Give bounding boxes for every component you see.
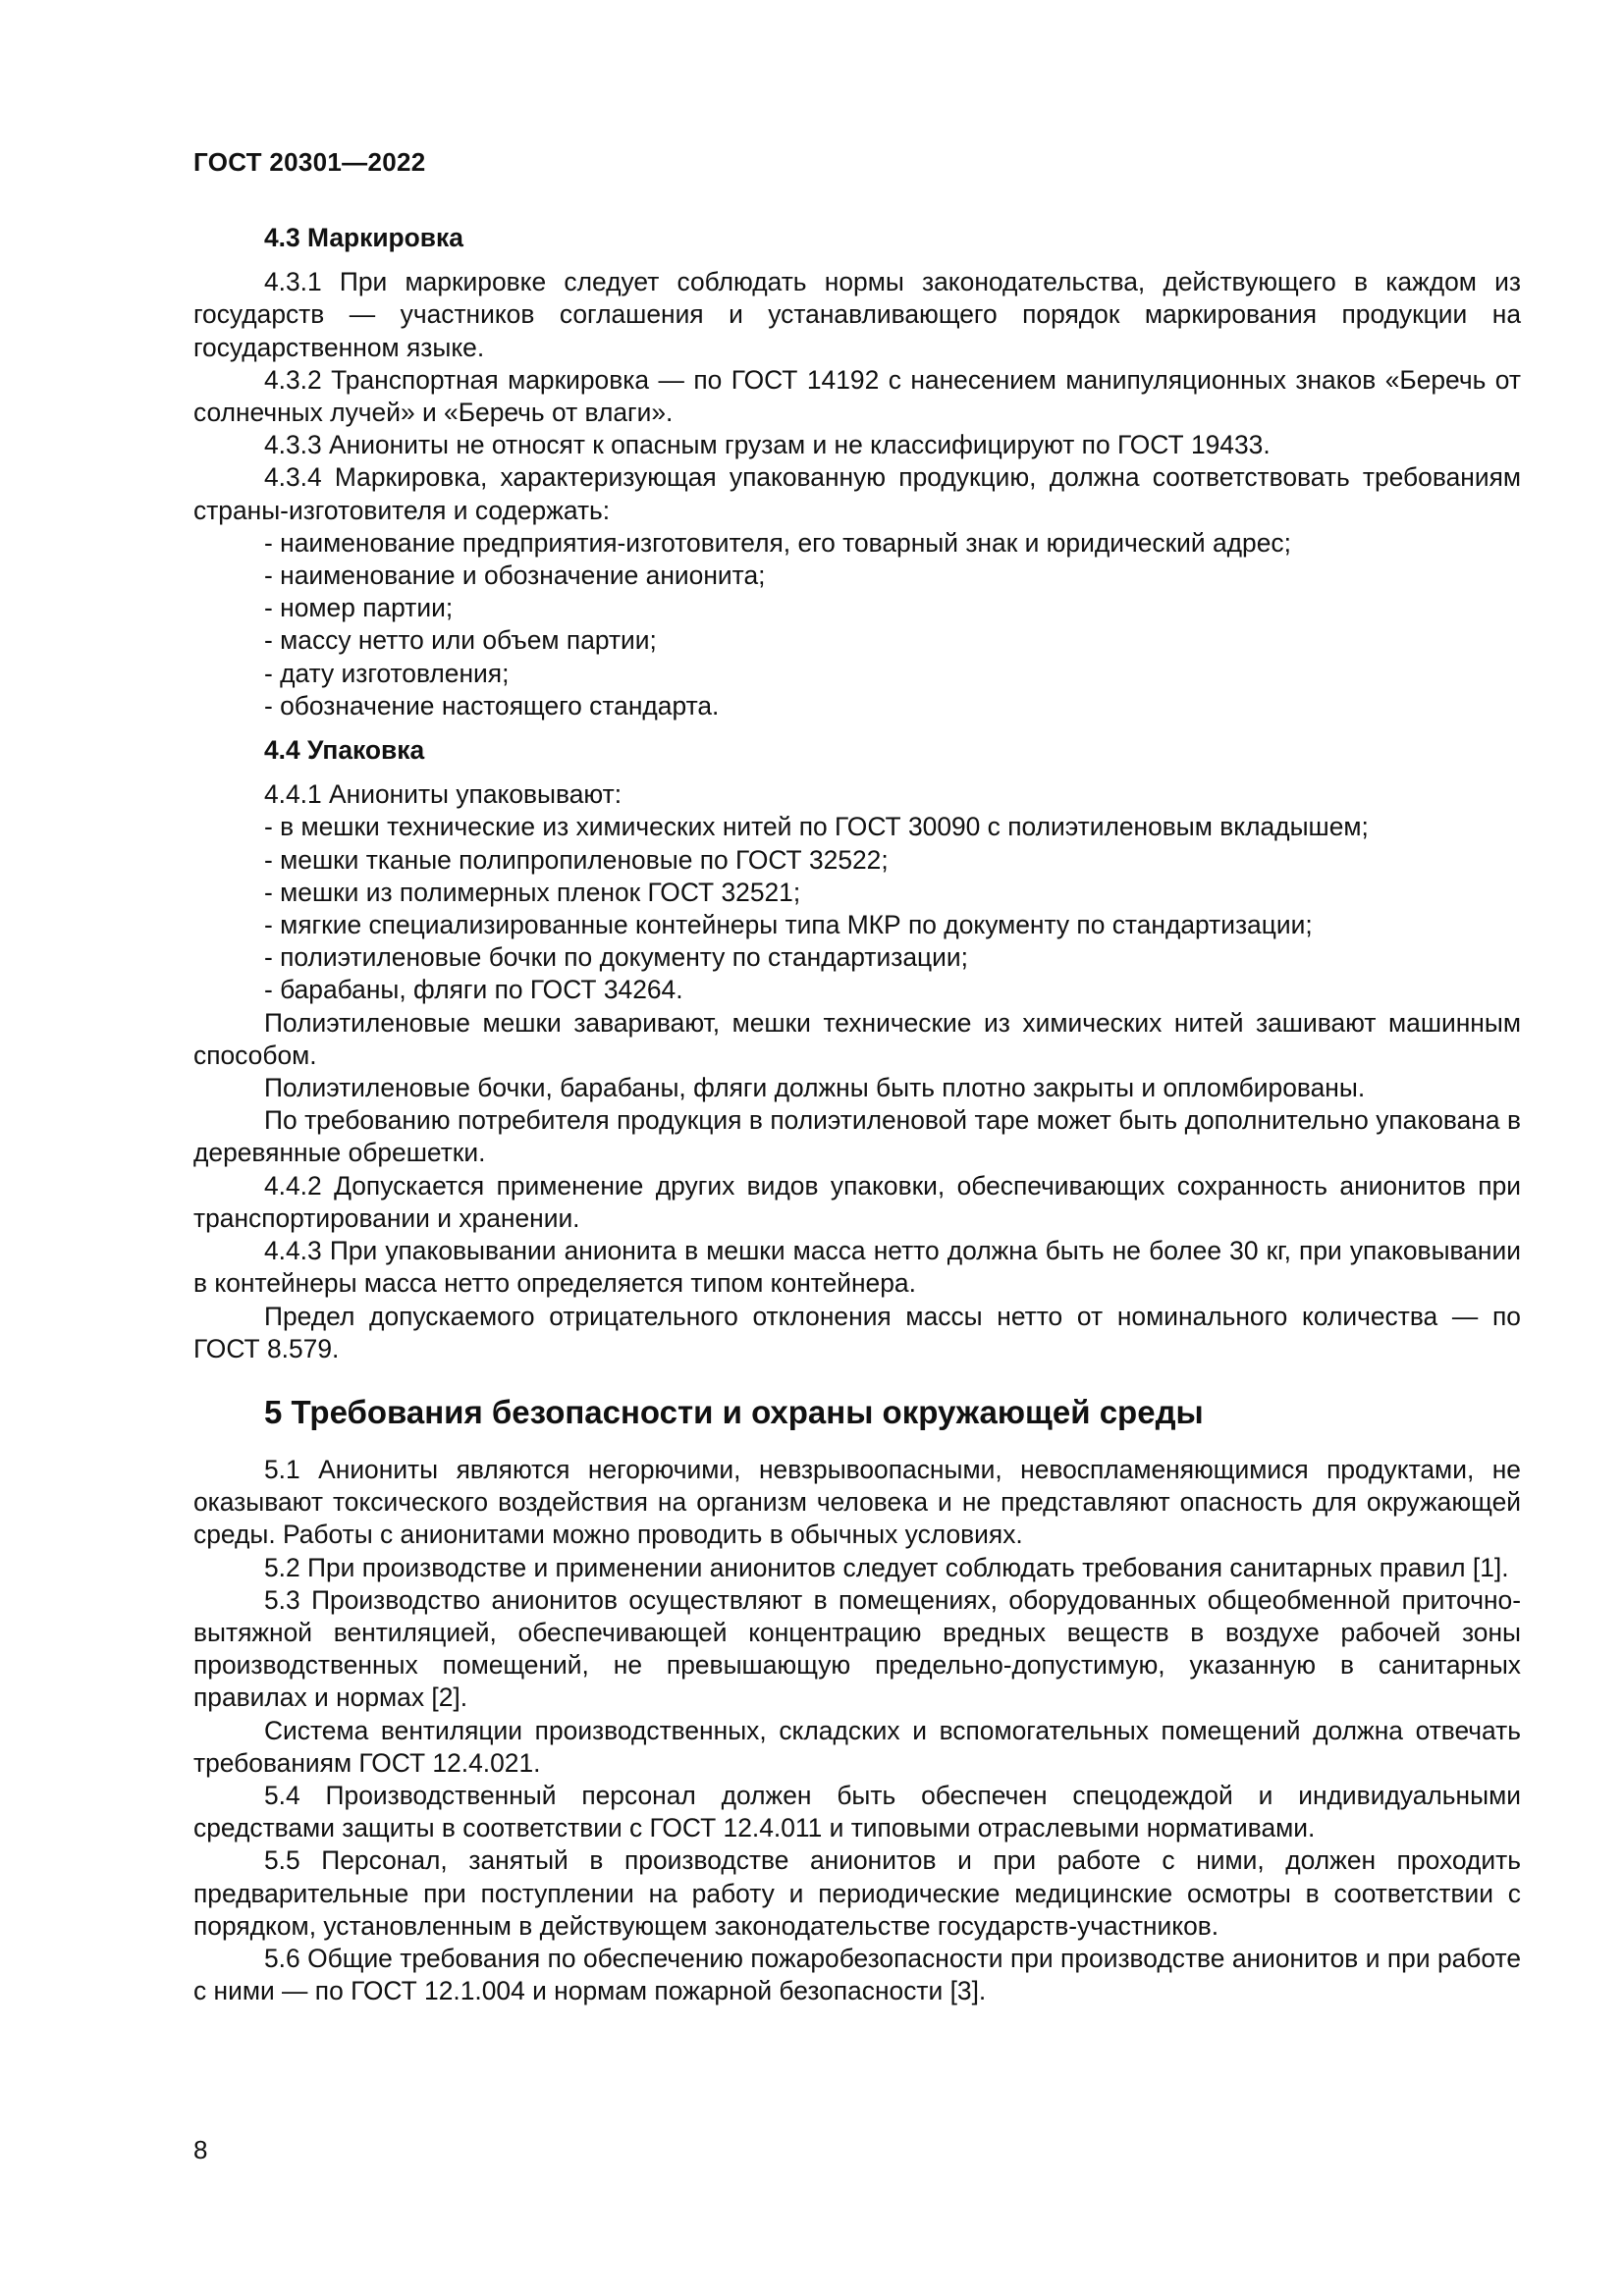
list-item: - барабаны, фляги по ГОСТ 34264. xyxy=(264,975,683,1005)
paragraph-4-4-1: 4.4.1 Аниониты упаковывают: xyxy=(264,779,623,810)
list-item: - наименование предприятия-изготовителя, его товарный знак и юридический адрес; xyxy=(264,527,1291,558)
paragraph: Предел допускаемого отрицательного отклонения массы нетто от номинального количества — по ГОСТ 8.579. xyxy=(193,1301,1521,1363)
paragraph-5-2: 5.2 При производстве и применении анионитов следует соблюдать требования санитарных правил [1]. xyxy=(264,1552,1509,1582)
paragraph-4-3-3: 4.3.3 Аниониты не относят к опасным грузам и не классифицируют по ГОСТ 19433. xyxy=(264,430,1271,460)
paragraph: По требованию потребителя продукция в полиэтиленовой таре может быть дополнительно упакована в деревянные обрешетки. xyxy=(193,1105,1521,1168)
list-item: - наименование и обозначение анионита; xyxy=(264,561,766,591)
list-item: - мешки из полимерных пленок ГОСТ 32521; xyxy=(264,877,801,907)
document-code: ГОСТ 20301—2022 xyxy=(193,147,426,177)
list-item: - номер партии; xyxy=(264,593,454,623)
list-item: - массу нетто или объем партии; xyxy=(264,625,657,656)
paragraph-4-4-2: 4.4.2 Допускается применение других видов упаковки, обеспечивающих сохранность анионитов при транспортировании и хранении. xyxy=(193,1170,1521,1233)
paragraph-5-4: 5.4 Производственный персонал должен быть обеспечен спецодеждой и индивидуальными средствами защиты в соответствии с ГОСТ 12.4.011 и типовыми отраслевыми нормативами. xyxy=(193,1780,1521,1843)
paragraph-4-3-4: 4.3.4 Маркировка, характеризующая упакованную продукцию, должна соответствовать требованиям страны-изготовителя и содержать: xyxy=(193,462,1521,525)
paragraph-4-3-1: 4.3.1 При маркировке следует соблюдать нормы законодательства, действующего в каждом из государств — участников соглашения и устанавливающего порядок маркирования продукции на государственном языке. xyxy=(193,267,1521,362)
paragraph-5-3: 5.3 Производство анионитов осуществляют в помещениях, оборудованных общеобменной приточно-вытяжной вентиляцией, обеспечивающей концентрацию вредных веществ в воздухе рабочей зоны производственных помещений, не превышающую предельно-допустимую, указанную в санитарных правилах и нормах [2]. xyxy=(193,1584,1521,1713)
page-content xyxy=(193,222,1521,2007)
paragraph: Система вентиляции производственных, складских и вспомогательных помещений должна отвечать требованиям ГОСТ 12.4.021. xyxy=(193,1715,1521,1778)
section-4-4-title: 4.4 Упаковка xyxy=(264,735,425,766)
list-item: - дату изготовления; xyxy=(264,658,510,688)
paragraph-4-4-3: 4.4.3 При упаковывании анионита в мешки масса нетто должна быть не более 30 кг, при упаковывании в контейнеры масса нетто определяется типом контейнера. xyxy=(193,1236,1521,1299)
section-4-3-title: 4.3 Маркировка xyxy=(264,223,463,252)
list-item: - полиэтиленовые бочки по документу по стандартизации; xyxy=(264,942,968,973)
list-item: - мешки тканые полипропиленовые по ГОСТ 32522; xyxy=(264,844,889,875)
paragraph: Полиэтиленовые мешки заваривают, мешки технические из химических нитей зашивают машинным способом. xyxy=(193,1007,1521,1070)
paragraph-5-5: 5.5 Персонал, занятый в производстве анионитов и при работе с ними, должен проходить предварительные при поступлении на работу и периодические медицинские осмотры в соответствии с порядком, установленным в действующем законодательстве государств-участников. xyxy=(193,1845,1521,1941)
paragraph-5-6: 5.6 Общие требования по обеспечению пожаробезопасности при производстве анионитов и при работе с ними — по ГОСТ 12.1.004 и нормам пожарной безопасности [3]. xyxy=(193,1943,1521,2006)
paragraph: Полиэтиленовые бочки, барабаны, фляги должны быть плотно закрыты и опломбированы. xyxy=(264,1073,1366,1103)
list-item: - мягкие специализированные контейнеры типа МКР по документу по стандартизации; xyxy=(264,910,1313,940)
list-item: - в мешки технические из химических нитей по ГОСТ 30090 с полиэтиленовым вкладышем; xyxy=(264,812,1369,842)
section-5-title: 5 Требования безопасности и охраны окружающей среды xyxy=(264,1393,1204,1430)
paragraph-5-1: 5.1 Аниониты являются негорючими, невзрывоопасными, невоспламеняющимися продуктами, не оказывают токсического воздействия на организм человека и не представляют опасность для окружающей среды. Работы с анионитами можно проводить в обычных условиях. xyxy=(193,1454,1521,1550)
page-number: 8 xyxy=(193,2135,208,2164)
paragraph-4-3-2: 4.3.2 Транспортная маркировка — по ГОСТ 14192 с нанесением манипуляционных знаков «Беречь от солнечных лучей» и «Беречь от влаги». xyxy=(193,364,1521,428)
list-item: - обозначение настоящего стандарта. xyxy=(264,690,720,721)
